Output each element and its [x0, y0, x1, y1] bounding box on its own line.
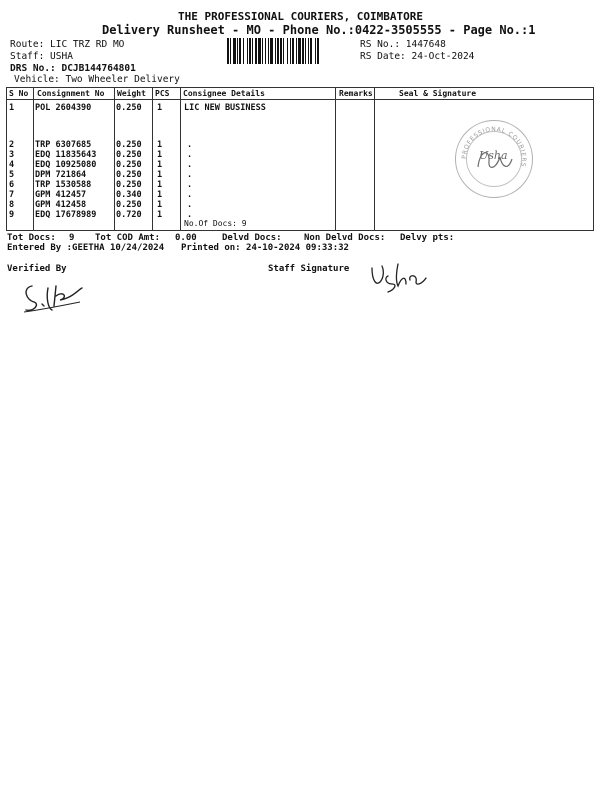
row-9-sno: 9 — [9, 210, 15, 220]
row-6-weight: 0.250 — [116, 180, 142, 190]
row-1-sno: 1 — [9, 103, 15, 113]
row-3-pcs: 1 — [157, 150, 163, 160]
row-4-details: . — [187, 160, 193, 170]
staff-label: Staff: USHA — [10, 51, 73, 62]
runsheet-title: Delivery Runsheet - MO - Phone No.:0422-3505555 - Page No.:1 — [102, 23, 536, 37]
tot-docs-value: 9 — [69, 233, 75, 243]
staff-signature-mark — [380, 270, 382, 271]
staff-handwritten-signature-icon — [368, 260, 438, 296]
row-9-weight: 0.720 — [116, 210, 142, 220]
staff-signature-label: Staff Signature — [268, 264, 350, 274]
barcode-bar — [319, 38, 320, 64]
row-5-pcs: 1 — [157, 170, 163, 180]
row-8-sno: 8 — [9, 200, 15, 210]
row-5-consignment: DPM 721864 — [35, 170, 87, 180]
row-5-weight: 0.250 — [116, 170, 142, 180]
row-4-consignment: EDQ 10925080 — [35, 160, 97, 170]
header-weight: Weight — [117, 89, 146, 98]
row-1-consignment: POL 2604390 — [35, 103, 92, 113]
drs-number: DRS No.: DCJB144764801 — [10, 63, 136, 74]
row-3-weight: 0.250 — [116, 150, 142, 160]
row-9-details: . — [187, 210, 193, 220]
verifier-signature-icon — [20, 280, 100, 316]
row-6-pcs: 1 — [157, 180, 163, 190]
seal-handwriting: Usha — [479, 149, 508, 162]
row-1-weight: 0.250 — [116, 103, 142, 113]
row-6-consignment: TRP 1530588 — [35, 180, 92, 190]
tot-cod-label: Tot COD Amt: — [95, 233, 161, 243]
company-name: THE PROFESSIONAL COURIERS, COIMBATORE — [178, 10, 424, 23]
row-8-weight: 0.250 — [116, 200, 142, 210]
row-2-details: . — [187, 140, 193, 150]
barcode — [227, 38, 355, 64]
row-2-consignment: TRP 6307685 — [35, 140, 92, 150]
entered-by: Entered By :GEETHA 10/24/2024 — [7, 243, 165, 253]
row-5-sno: 5 — [9, 170, 15, 180]
company-seal-stamp — [455, 120, 533, 198]
row-8-consignment: GPM 412458 — [35, 200, 87, 210]
no-of-docs: No.Of Docs: 9 — [184, 219, 247, 228]
route-label: Route: LIC TRZ RD MO — [10, 39, 125, 50]
header-pcs: PCS — [155, 89, 170, 98]
header-consignment-no: Consignment No — [37, 89, 105, 98]
vehicle-label: Vehicle: Two Wheeler Delivery — [14, 74, 180, 85]
row-7-pcs: 1 — [157, 190, 163, 200]
row-8-pcs: 1 — [157, 200, 163, 210]
tot-docs-label: Tot Docs: — [7, 233, 56, 243]
row-3-sno: 3 — [9, 150, 15, 160]
row-2-sno: 2 — [9, 140, 15, 150]
row-4-pcs: 1 — [157, 160, 163, 170]
row-1-details: LIC NEW BUSINESS — [184, 103, 266, 113]
row-1-pcs: 1 — [157, 103, 163, 113]
row-3-details: . — [187, 150, 193, 160]
header-seal-signature: Seal & Signature — [399, 89, 477, 98]
row-6-sno: 6 — [9, 180, 15, 190]
verified-by-label: Verified By — [7, 264, 67, 274]
printed-on: Printed on: 24-10-2024 09:33:32 — [181, 243, 349, 253]
row-7-details: . — [187, 190, 193, 200]
row-9-pcs: 1 — [157, 210, 163, 220]
row-3-consignment: EDQ 11835643 — [35, 150, 97, 160]
seal-text: PROFESSIONAL COURIERS — [460, 125, 528, 168]
row-2-pcs: 1 — [157, 140, 163, 150]
rs-date: RS Date: 24-Oct-2024 — [360, 51, 475, 62]
delvd-docs-label: Delvd Docs: — [222, 233, 282, 243]
header-consignee-details: Consignee Details — [183, 89, 265, 98]
row-4-sno: 4 — [9, 160, 15, 170]
non-delvd-docs-label: Non Delvd Docs: — [304, 233, 386, 243]
row-7-sno: 7 — [9, 190, 15, 200]
verifier-signature — [30, 292, 33, 293]
rs-number: RS No.: 1447648 — [360, 39, 446, 50]
row-4-weight: 0.250 — [116, 160, 142, 170]
row-9-consignment: EDQ 17678989 — [35, 210, 97, 220]
header-sno: S No — [9, 89, 29, 98]
row-5-details: . — [187, 170, 193, 180]
tot-cod-value: 0.00 — [175, 233, 197, 243]
delvy-pts-label: Delvy pts: — [400, 233, 455, 243]
row-7-weight: 0.340 — [116, 190, 142, 200]
row-7-consignment: GPM 412457 — [35, 190, 87, 200]
row-8-details: . — [187, 200, 193, 210]
row-2-weight: 0.250 — [116, 140, 142, 150]
row-6-details: . — [187, 180, 193, 190]
header-remarks: Remarks — [339, 89, 373, 98]
